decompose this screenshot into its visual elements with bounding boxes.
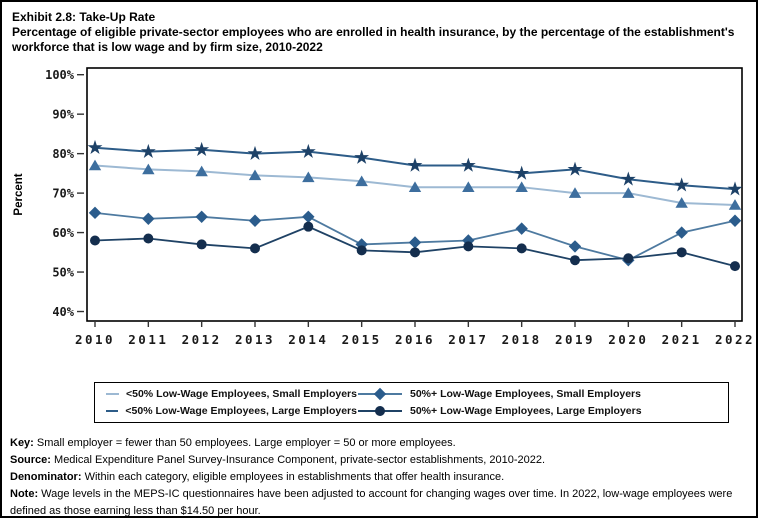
line-chart-plot <box>2 58 758 358</box>
footnote-note: Note: Wage levels in the MEPS-IC questionnaires have been adjusted to account for changing wages over time. In 2022, low-wage employees were defined as those earning less than $14.50 per hour. <box>10 488 733 517</box>
svg-text:70%: 70% <box>52 186 74 201</box>
svg-text:2013: 2013 <box>234 332 276 347</box>
legend-label: 50%+ Low-Wage Employees, Small Employers <box>410 388 641 400</box>
svg-text:90%: 90% <box>52 107 74 122</box>
svg-text:2010: 2010 <box>74 332 116 347</box>
circle-marker-icon <box>357 403 403 419</box>
legend-item-small-lt50 <box>105 386 357 402</box>
footnote-key: Key: Small employer = fewer than 50 employees. Large employer = 50 or more employees. <box>10 437 456 449</box>
svg-text:2014: 2014 <box>288 332 329 347</box>
legend-label: <50% Low-Wage Employees, Small Employers <box>126 388 357 400</box>
page-title: Exhibit 2.8: Take-Up Rate <box>12 10 156 24</box>
legend-label: 50%+ Low-Wage Employees, Large Employers <box>410 405 642 417</box>
footnote-source: Source: Medical Expenditure Panel Survey-Insurance Component, private-sector establishments, 2010-2022. <box>10 454 546 466</box>
svg-text:2015: 2015 <box>341 332 382 347</box>
star-marker-icon <box>105 403 118 419</box>
chart-header <box>2 2 756 58</box>
svg-text:2012: 2012 <box>181 332 222 347</box>
svg-text:2019: 2019 <box>554 332 596 347</box>
svg-text:50%: 50% <box>52 265 74 280</box>
svg-text:2021: 2021 <box>661 332 702 347</box>
legend-item-small-50plus <box>357 386 724 402</box>
svg-text:2020: 2020 <box>608 332 649 347</box>
svg-text:100%: 100% <box>45 68 74 83</box>
svg-text:2018: 2018 <box>501 332 542 347</box>
svg-text:2011: 2011 <box>128 332 169 347</box>
svg-text:2016: 2016 <box>394 332 436 347</box>
svg-text:60%: 60% <box>52 226 74 241</box>
triangle-marker-icon <box>105 386 119 402</box>
footnote-denominator: Denominator: Within each category, eligible employees in establishments that offer health insurance. <box>10 471 505 483</box>
legend-item-large-50plus <box>357 403 724 419</box>
svg-text:Percent: Percent <box>13 173 25 216</box>
svg-text:2017: 2017 <box>448 332 489 347</box>
footnotes <box>10 435 748 518</box>
diamond-marker-icon <box>357 386 403 402</box>
legend-label: <50% Low-Wage Employees, Large Employers <box>125 405 357 417</box>
svg-text:80%: 80% <box>52 147 74 162</box>
svg-text:40%: 40% <box>52 305 74 320</box>
chart-legend <box>94 382 729 423</box>
svg-text:2022: 2022 <box>714 332 756 347</box>
page-subtitle: Percentage of eligible private-sector employees who are enrolled in health insurance, by the percentage of the establishment's workforce that is low wage and by firm size, 2010-2022 <box>12 25 735 54</box>
legend-item-large-lt50 <box>105 403 357 419</box>
